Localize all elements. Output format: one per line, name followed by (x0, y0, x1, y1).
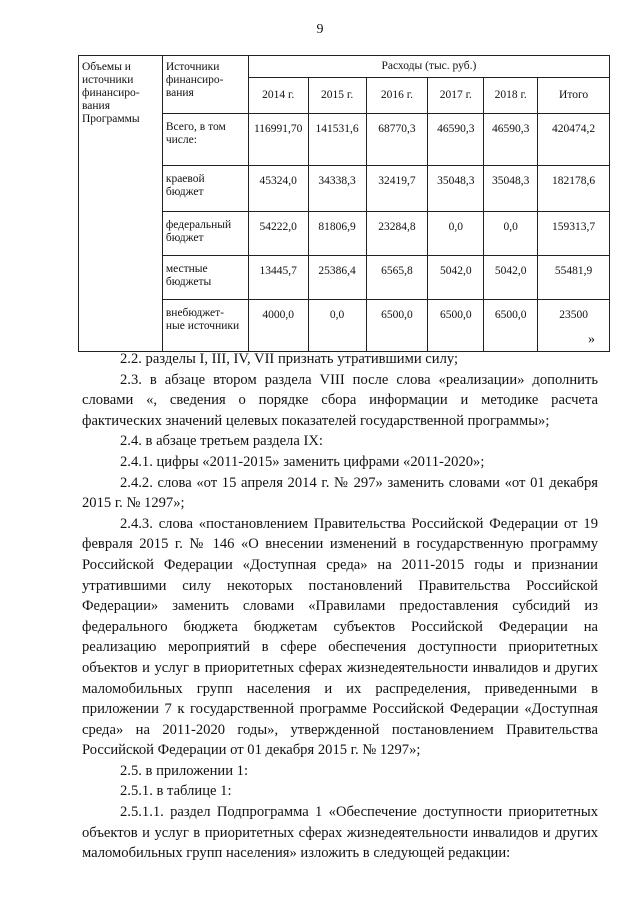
table-cell: 54222,0 (248, 212, 308, 256)
programme-financing-heading: Объемы и источники финансиро- вания Программы (79, 56, 163, 352)
page-number: 9 (316, 22, 324, 37)
table-cell: 45324,0 (248, 166, 308, 212)
table-cell: 159313,7 (538, 212, 610, 256)
table-cell: 25386,4 (308, 256, 366, 300)
table-cell: 81806,9 (308, 212, 366, 256)
financing-table (78, 55, 610, 352)
table-cell: 420474,2 (538, 114, 610, 166)
table-cell: 141531,6 (308, 114, 366, 166)
paragraph: 2.5.1. в таблице 1: (120, 783, 232, 800)
body-text (82, 349, 598, 864)
closing-quote: » (588, 332, 595, 347)
table-cell: 23284,8 (366, 212, 428, 256)
year-header: 2016 г. (366, 78, 428, 114)
table-cell: 5042,0 (484, 256, 538, 300)
paragraph: 2.4.2. слова «от 15 апреля 2014 г. № 297» заменить словами «от 01 декабря 2015 г. № 1297»; (82, 474, 598, 512)
paragraph: 2.5.1.1. раздел Подпрограмма 1 «Обеспечение доступности приоритетных объектов и услуг в приоритетных сферах жизнедеятельности инвалидов и других маломобильных групп населения» изложить в следующей редакции: (82, 804, 598, 862)
paragraph: 2.4. в абзаце третьем раздела IX: (120, 433, 323, 450)
year-header: 2015 г. (308, 78, 366, 114)
table-cell: 13445,7 (248, 256, 308, 300)
table-cell: 182178,6 (538, 166, 610, 212)
source-label: местные бюджеты (162, 256, 248, 300)
source-label: федеральный бюджет (162, 212, 248, 256)
table-cell: 46590,3 (428, 114, 484, 166)
paragraph: 2.2. разделы I, III, IV, VII признать утратившими силу; (120, 351, 459, 367)
table-cell: 6500,0 (366, 300, 428, 352)
year-header: 2017 г. (428, 78, 484, 114)
source-label: краевой бюджет (162, 166, 248, 212)
table-cell: 0,0 (484, 212, 538, 256)
table-cell: 55481,9 (538, 256, 610, 300)
total-header: Итого (538, 78, 610, 114)
table-cell: 23500 (538, 300, 610, 352)
table-cell: 34338,3 (308, 166, 366, 212)
expenses-heading: Расходы (тыс. руб.) (248, 56, 609, 78)
table-cell: 0,0 (428, 212, 484, 256)
year-header: 2018 г. (484, 78, 538, 114)
source-label: Всего, в том числе: (162, 114, 248, 166)
table-cell: 68770,3 (366, 114, 428, 166)
table-cell: 46590,3 (484, 114, 538, 166)
sources-heading: Источники финансиро- вания (162, 56, 248, 114)
table-cell: 5042,0 (428, 256, 484, 300)
source-label: внебюджет- ные источники (162, 300, 248, 352)
year-header: 2014 г. (248, 78, 308, 114)
table-cell: 6500,0 (428, 300, 484, 352)
paragraph: 2.4.1. цифры «2011-2015» заменить цифрами «2011-2020»; (120, 453, 485, 470)
table-cell: 6500,0 (484, 300, 538, 352)
table-cell: 4000,0 (248, 300, 308, 352)
table-cell: 32419,7 (366, 166, 428, 212)
paragraph: 2.4.3. слова «постановлением Правительства Российской Федерации от 19 февраля 2015 г. № 146 «О внесении изменений в государственную программу Российской Федерации «Доступная среда» на 2011-2015 годы и признании утратившими силу некоторых постановлений Правительства Российской Федерации» заменить словами «Правилами предоставления субсидий из федерального бюджета бюджетам субъектов Российской Федерации на реализацию мероприятий в сфере обеспечения доступности приоритетных объектов и услуг в приоритетных сферах жизнедеятельности инвалидов и других маломобильных групп населения и их распределения, приведенными в приложении 7 к государственной программе Российской Федерации «Доступная среда» на 2011-2020 годы», утвержденной постановлением Правительства Российской Федерации от 01 декабря 2015 г. № 1297»; (82, 515, 598, 759)
table-cell: 0,0 (308, 300, 366, 352)
table-cell: 35048,3 (484, 166, 538, 212)
paragraph: 2.5. в приложении 1: (120, 762, 249, 779)
table-cell: 116991,70 (248, 114, 308, 166)
paragraph: 2.3. в абзаце втором раздела VIII после слова «реализации» дополнить словами «, сведения о порядке сбора информации и методике расчета фактических значений целевых показателей государственной программы»; (82, 371, 598, 429)
table-cell: 35048,3 (428, 166, 484, 212)
table-cell: 6565,8 (366, 256, 428, 300)
